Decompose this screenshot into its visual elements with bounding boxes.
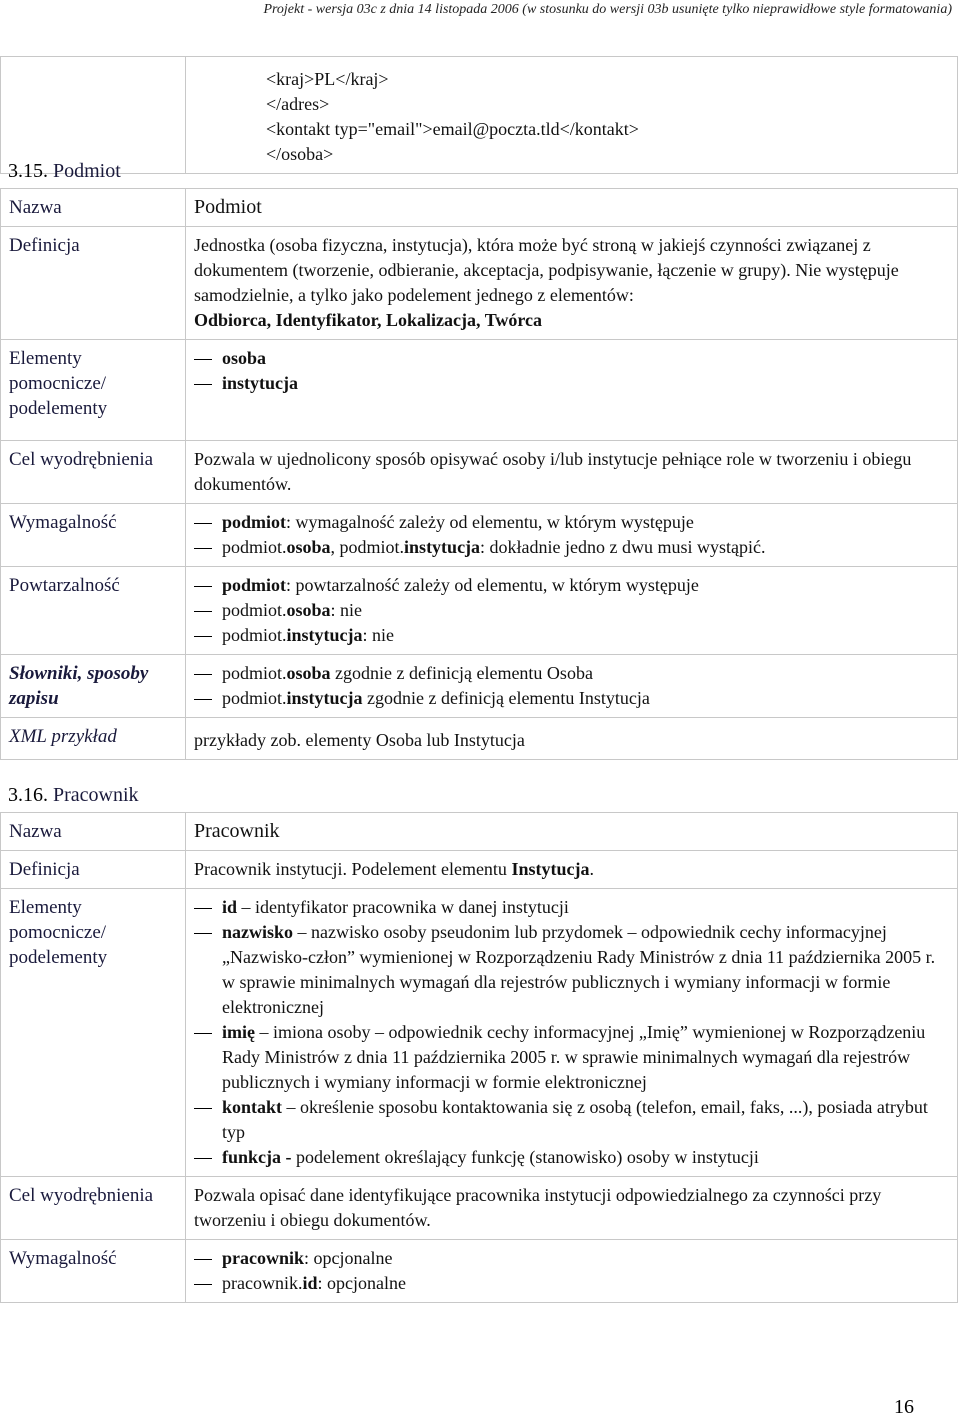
value-slowniki — [186, 655, 958, 718]
list-item: kontakt – określenie sposobu kontaktowania się z osobą (telefon, email, faks, ...), posiada atrybut typ — [194, 1095, 951, 1145]
xml-code-cell — [186, 57, 958, 174]
value-wymagalnosc — [186, 1240, 958, 1303]
value-cel: Pozwala w ujednolicony sposób opisywać osoby i/lub instytucje pełniące role w tworzeniu i obiegu dokumentów. — [186, 441, 958, 504]
value-nazwa: Podmiot — [186, 189, 958, 227]
list-item: instytucja — [194, 371, 951, 396]
label-cel: Cel wyodrębnienia — [1, 441, 186, 504]
value-elementy — [186, 889, 958, 1177]
xml-line: </adres> — [266, 94, 330, 114]
value-nazwa: Pracownik — [186, 813, 958, 851]
xml-line: </osoba> — [266, 144, 334, 164]
definicja-bold: Odbiorca, Identyfikator, Lokalizacja, Twórca — [194, 310, 543, 330]
label-wymagalnosc: Wymagalność — [1, 1240, 186, 1303]
section-name: Pracownik — [53, 784, 139, 806]
list-item: osoba — [194, 346, 951, 371]
value-xml: przykłady zob. elementy Osoba lub Instytucja — [186, 718, 958, 760]
list-item: podmiot.instytucja zgodnie z definicją elementu Instytucja — [194, 686, 951, 711]
list-item: funkcja - podelement określający funkcję (stanowisko) osoby w instytucji — [194, 1145, 951, 1170]
page-header: Projekt - wersja 03c z dnia 14 listopada 2006 (w stosunku do wersji 03b usunięte tylko nieprawidłowe style formatowania) — [263, 2, 952, 17]
value-powtarzalnosc — [186, 567, 958, 655]
label-cel: Cel wyodrębnienia — [1, 1177, 186, 1240]
label-definicja: Definicja — [1, 851, 186, 889]
value-definicja — [186, 227, 958, 340]
xml-continuation-table — [0, 56, 958, 174]
value-cel: Pozwala opisać dane identyfikujące pracownika instytucji odpowiedzialnego za czynności przy tworzeniu i obiegu dokumentów. — [186, 1177, 958, 1240]
section-number: 3.15. — [8, 160, 48, 182]
list-item: podmiot.osoba: nie — [194, 598, 951, 623]
list-item: id – identyfikator pracownika w danej instytucji — [194, 895, 951, 920]
list-item: podmiot.osoba zgodnie z definicją elementu Osoba — [194, 661, 951, 686]
section-title-3-16 — [8, 784, 139, 807]
section-table-pracownik — [0, 812, 958, 1303]
section-title-3-15 — [8, 160, 121, 183]
xml-line: <kontakt typ="email">email@poczta.tld</kontakt> — [266, 119, 639, 139]
value-wymagalnosc — [186, 504, 958, 567]
page-number: 16 — [894, 1396, 914, 1418]
value-elementy — [186, 340, 958, 441]
list-item: podmiot.instytucja: nie — [194, 623, 951, 648]
value-definicja: Pracownik instytucji. Podelement elementu Instytucja. — [186, 851, 958, 889]
section-name: Podmiot — [53, 160, 121, 182]
section-table-podmiot — [0, 188, 958, 760]
section-number: 3.16. — [8, 784, 48, 806]
list-item: pracownik.id: opcjonalne — [194, 1271, 951, 1296]
xml-line: <kraj>PL</kraj> — [266, 69, 389, 89]
label-xml: XML przykład — [1, 718, 186, 760]
label-nazwa: Nazwa — [1, 813, 186, 851]
list-item: podmiot: powtarzalność zależy od elementu, w którym występuje — [194, 573, 951, 598]
list-item: podmiot.osoba, podmiot.instytucja: dokładnie jedno z dwu musi wystąpić. — [194, 535, 951, 560]
definicja-text: Jednostka (osoba fizyczna, instytucja), która może być stroną w jakiejś czynności związanej z dokumentem (tworzenie, odbieranie, akceptacja, podpisywanie, łączenie w grupy). Nie występuje samodzielnie, a tylko jako podelement jednego z elementów: — [194, 235, 899, 305]
list-item: imię – imiona osoby – odpowiednik cechy informacyjnej „Imię” wymienionej w Rozporządzeniu Rady Ministrów z dnia 11 października 2005 r. w sprawie minimalnych wymagań dla rejestrów publicznych i wymiany informacji w formie elektronicznej — [194, 1020, 951, 1095]
list-item: nazwisko – nazwisko osoby pseudonim lub przydomek – odpowiednik cechy informacyjnej „Nazwisko-człon” wymienionej w Rozporządzeniu Rady Ministrów z dnia 11 października 2005 r. w sprawie minimalnych wymagań dla rejestrów publicznych i wymiany informacji w formie elektronicznej — [194, 920, 951, 1020]
list-item: pracownik: opcjonalne — [194, 1246, 951, 1271]
empty-label-cell — [1, 57, 186, 174]
label-elementy: Elementy pomocnicze/ podelementy — [1, 889, 186, 1177]
label-nazwa: Nazwa — [1, 189, 186, 227]
list-item: podmiot: wymagalność zależy od elementu, w którym występuje — [194, 510, 951, 535]
label-slowniki: Słowniki, sposoby zapisu — [1, 655, 186, 718]
label-definicja: Definicja — [1, 227, 186, 340]
label-powtarzalnosc: Powtarzalność — [1, 567, 186, 655]
label-elementy: Elementy pomocnicze/ podelementy — [1, 340, 186, 441]
label-wymagalnosc: Wymagalność — [1, 504, 186, 567]
